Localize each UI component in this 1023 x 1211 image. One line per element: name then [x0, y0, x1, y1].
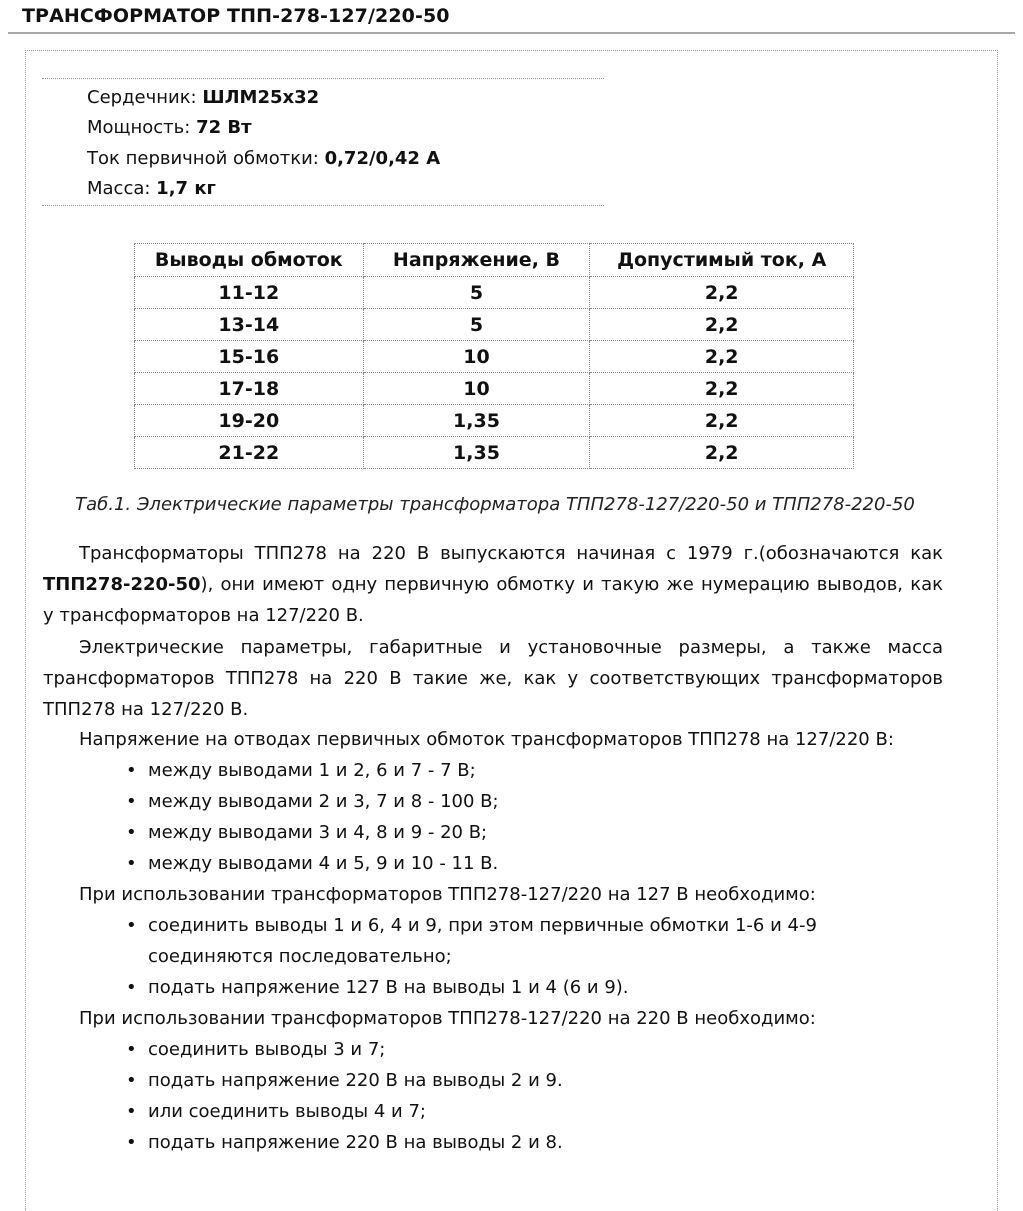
title-divider [8, 32, 1015, 34]
spec-core [87, 83, 319, 113]
bullet-icon: • [126, 822, 137, 843]
list-item [126, 817, 487, 848]
table-row [135, 309, 854, 341]
specs-block [42, 78, 604, 206]
bullet-icon: • [126, 915, 137, 936]
table-cell: 1,35 [363, 437, 590, 469]
list-item-text: подать напряжение 127 В на выводы 1 и 4 (6 и 9). [148, 977, 629, 998]
spec-mass [87, 174, 216, 204]
list-item [126, 848, 498, 879]
list-item-text: подать напряжение 220 В на выводы 2 и 9. [148, 1070, 563, 1091]
paragraph-5: При использовании трансформаторов ТПП278-127/220 на 220 В необходимо: [79, 1008, 816, 1029]
list-item [126, 1034, 385, 1065]
table-cell: 5 [363, 277, 590, 309]
spec-power-value: 72 Вт [196, 117, 252, 138]
spec-core-value: ШЛМ25х32 [202, 87, 320, 108]
table-cell: 2,2 [590, 437, 854, 469]
paragraph-2: Электрические параметры, габаритные и установочные размеры, а также масса трансформаторов ТПП278 на 220 В такие же, как у соответствующих трансформаторов ТПП278 на 127/220 В. [43, 637, 943, 720]
list-item [126, 1096, 426, 1127]
table-cell: 10 [363, 373, 590, 405]
parameters-table [134, 243, 854, 469]
bullet-icon: • [126, 760, 137, 781]
bullet-icon: • [126, 791, 137, 812]
list-item [126, 755, 476, 786]
list-item [126, 1127, 563, 1158]
list-item-continuation: соединяются последовательно; [148, 946, 452, 967]
table-cell: 2,2 [590, 405, 854, 437]
table-header-cell: Допустимый ток, А [590, 244, 854, 277]
bullet-icon: • [126, 1070, 137, 1091]
list-item-text: соединить выводы 1 и 6, 4 и 9, при этом первичные обмотки 1-6 и 4-9 [148, 915, 817, 936]
table-header-row [135, 244, 854, 277]
table-cell: 15-16 [135, 341, 364, 373]
table-cell: 2,2 [590, 277, 854, 309]
table-cell: 2,2 [590, 373, 854, 405]
table-cell: 10 [363, 341, 590, 373]
table-row [135, 277, 854, 309]
bullet-icon: • [126, 977, 137, 998]
list-item-text: подать напряжение 220 В на выводы 2 и 8. [148, 1132, 563, 1153]
table-row [135, 437, 854, 469]
paragraph-1-text-b: ), они имеют одну первичную обмотку и такую же нумерацию выводов, как у трансформаторов на 127/220 В. [43, 574, 943, 626]
table-cell: 21-22 [135, 437, 364, 469]
spec-mass-label: Масса: [87, 178, 157, 199]
list-item [126, 786, 499, 817]
table-cell: 5 [363, 309, 590, 341]
spec-core-label: Сердечник: [87, 87, 203, 108]
bullet-icon: • [126, 853, 137, 874]
table-header-cell: Напряжение, В [363, 244, 590, 277]
bullet-icon: • [126, 1132, 137, 1153]
list-item-text: между выводами 1 и 2, 6 и 7 - 7 В; [148, 760, 476, 781]
bullet-icon: • [126, 1039, 137, 1060]
table-row [135, 341, 854, 373]
paragraph-1-bold: ТПП278-220-50 [43, 574, 201, 595]
table-cell: 2,2 [590, 309, 854, 341]
table-header-cell: Выводы обмоток [135, 244, 364, 277]
table-cell: 13-14 [135, 309, 364, 341]
spec-current [87, 144, 440, 174]
list-item-text: соединить выводы 3 и 7; [148, 1039, 386, 1060]
table-cell: 1,35 [363, 405, 590, 437]
list-item-text: между выводами 3 и 4, 8 и 9 - 20 В; [148, 822, 488, 843]
table-cell: 11-12 [135, 277, 364, 309]
paragraph-1 [43, 538, 943, 631]
list-item-text: или соединить выводы 4 и 7; [148, 1101, 426, 1122]
list-item [126, 972, 629, 1003]
table-row [135, 373, 854, 405]
list-item [126, 910, 817, 941]
list-item [126, 1065, 563, 1096]
paragraph-3: Напряжение на отводах первичных обмоток трансформаторов ТПП278 на 127/220 В: [79, 729, 894, 750]
table-caption: Таб.1. Электрические параметры трансформатора ТПП278-127/220-50 и ТПП278-220-50 [75, 494, 915, 515]
spec-current-label: Ток первичной обмотки: [87, 148, 325, 169]
list-item-text: между выводами 4 и 5, 9 и 10 - 11 В. [148, 853, 499, 874]
table-cell: 19-20 [135, 405, 364, 437]
spec-mass-value: 1,7 кг [156, 178, 216, 199]
paragraph-1-text-a: Трансформаторы ТПП278 на 220 В выпускаются начиная с 1979 г.(обозначаются как [79, 543, 943, 564]
spec-current-value: 0,72/0,42 А [324, 148, 441, 169]
spec-power-label: Мощность: [87, 117, 197, 138]
table-row [135, 405, 854, 437]
list-item-text: между выводами 2 и 3, 7 и 8 - 100 В; [148, 791, 499, 812]
table-cell: 17-18 [135, 373, 364, 405]
paragraph-4: При использовании трансформаторов ТПП278-127/220 на 127 В необходимо: [79, 884, 816, 905]
spec-power [87, 113, 252, 143]
page-title: ТРАНСФОРМАТОР ТПП-278-127/220-50 [22, 5, 450, 27]
bullet-icon: • [126, 1101, 137, 1122]
table-cell: 2,2 [590, 341, 854, 373]
